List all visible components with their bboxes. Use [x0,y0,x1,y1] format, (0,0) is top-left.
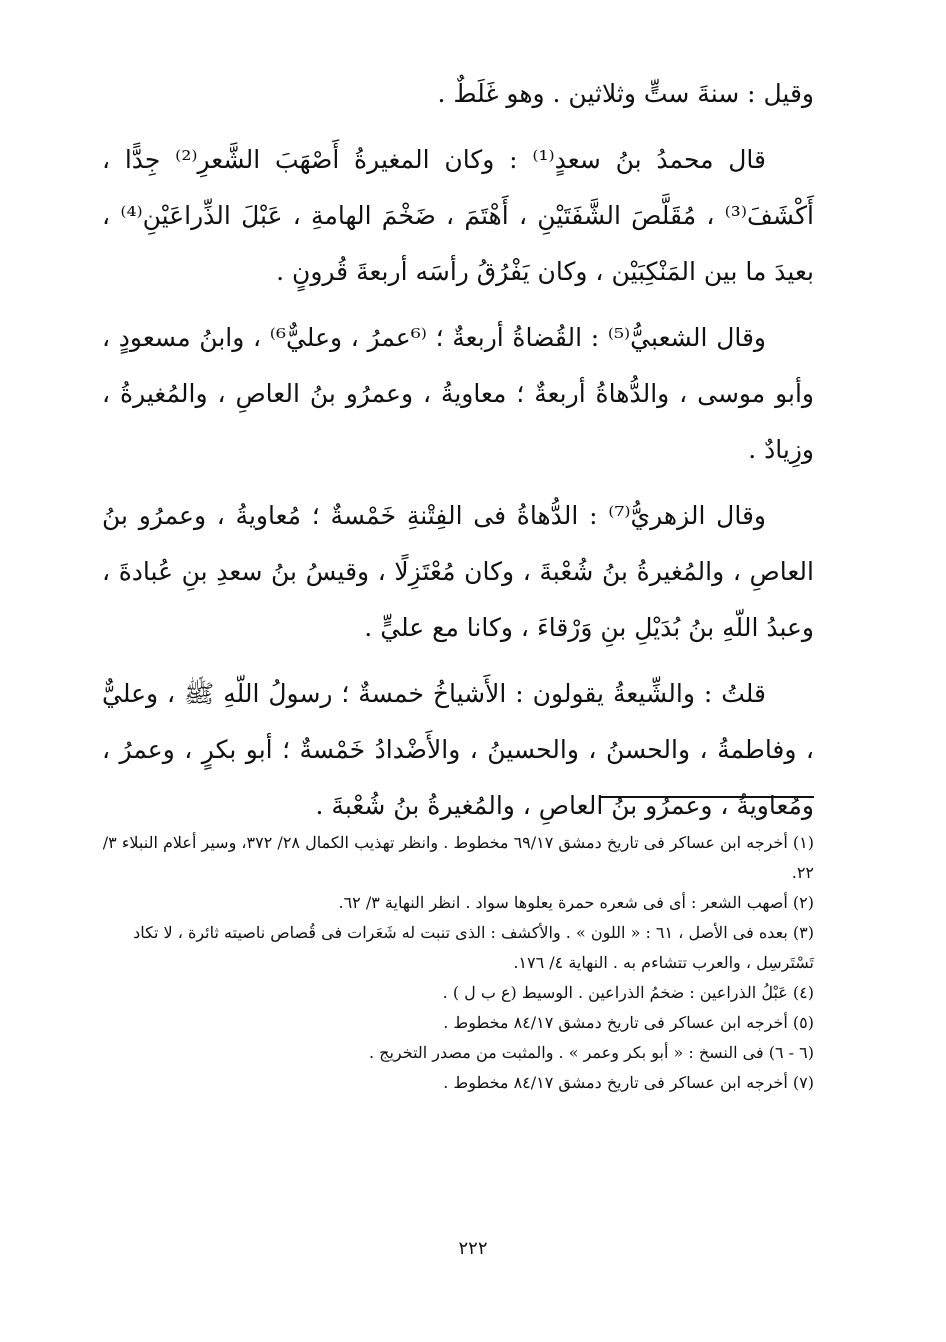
footnote-4: (٤) عَبْلُ الذراعين : ضخمُ الذراعين . الوسيط (ع ب ل ) . [442,983,814,1002]
footnote-7: (٧) أخرجه ابن عساكر فى تاريخ دمشق ٨٤/١٧ مخطوط . [443,1073,814,1092]
footnote-5: (٥) أخرجه ابن عساكر فى تاريخ دمشق ٨٤/١٧ مخطوط . [443,1013,814,1032]
main-text [102,66,814,844]
footnote-6: (٦ - ٦) فى النسخ : « أبو بكر وعمر » . والمثبت من مصدر التخريج . [368,1043,814,1062]
footnotes [102,828,814,1098]
paragraph-4: وقال الزهريُّ⁽⁷⁾ : الدُّهاةُ فى الفِتْنةِ خَمْسةٌ ؛ مُعاويةُ ، وعمرُو بنُ العاصِ ، والمُغيرةُ بنُ شُعْبةَ ، وكان مُعْتَزِلًا ، وقيسُ بنُ سعدِ بنِ عُبادةَ ، وعبدُ اللّهِ بنُ بُدَيْلِ بنِ وَرْقاءَ ، وكانا مع عليٍّ . [102,501,814,642]
paragraph-3: وقال الشعبيُّ⁽⁵⁾ : القُضاةُ أربعةٌ ؛ ⁽⁶عمرُ ، وعليٌّ⁶⁾ ، وابنُ مسعودٍ ، وأبو موسى ، والدُّهاةُ أربعةٌ ؛ معاويةُ ، وعمرُو بنُ العاصِ ، والمُغيرةُ ، وزِيادٌ . [102,323,814,464]
paragraph-1: وقيل : سنةَ ستٍّ وثلاثين . وهو غَلَطٌ . [437,79,814,108]
footnote-separator [600,796,814,798]
footnote-1: (١) أخرجه ابن عساكر فى تاريخ دمشق ٦٩/١٧ مخطوط . وانظر تهذيب الكمال ٢٨/ ٣٧٢، وسير أعلام النبلاء ٣/ ٢٢. [102,833,814,882]
paragraph-5: قلتُ : والشِّيعةُ يقولون : الأَشياخُ خمسةٌ ؛ رسولُ اللّهِ ﷺ ، وعليٌّ ، وفاطمةُ ، والحسنُ ، والحسينُ ، والأَضْدادُ خَمْسةٌ ؛ أبو بكرٍ ، وعمرُ ، ومُعاويةُ ، وعمرُو بنُ العاصِ ، والمُغيرةُ بنُ شُعْبةَ . [102,679,814,820]
footnote-2: (٢) أصهب الشعر : أى فى شعره حمرة يعلوها سواد . انظر النهاية ٣/ ٦٢. [338,893,814,912]
paragraph-2: قال محمدُ بنُ سعدٍ⁽¹⁾ : وكان المغيرةُ أَصْهَبَ الشَّعرِ⁽²⁾ جِدًّا ، أَكْشَفَ⁽³⁾ ، مُقَلَّصَ الشَّفَتَيْنِ ، أَهْتَمَ ، ضَخْمَ الهامةِ ، عَبْلَ الذِّراعَيْنِ⁽⁴⁾ ، بعيدَ ما بين المَنْكِبَيْن ، وكان يَفْرُقُ رأسَه أربعةَ قُرونٍ . [102,145,814,286]
page-number: ٢٢٢ [458,1238,488,1259]
footnote-3: (٣) بعده فى الأصل ، ٦١ : « اللون » . والأكشف : الذى تنبت له شَعَرات فى قُصاص ناصيته ثائرة ، لا تكاد تَسْتَرسِل ، والعرب تتشاءم به . النهاية ٤/ ١٧٦. [133,923,814,972]
